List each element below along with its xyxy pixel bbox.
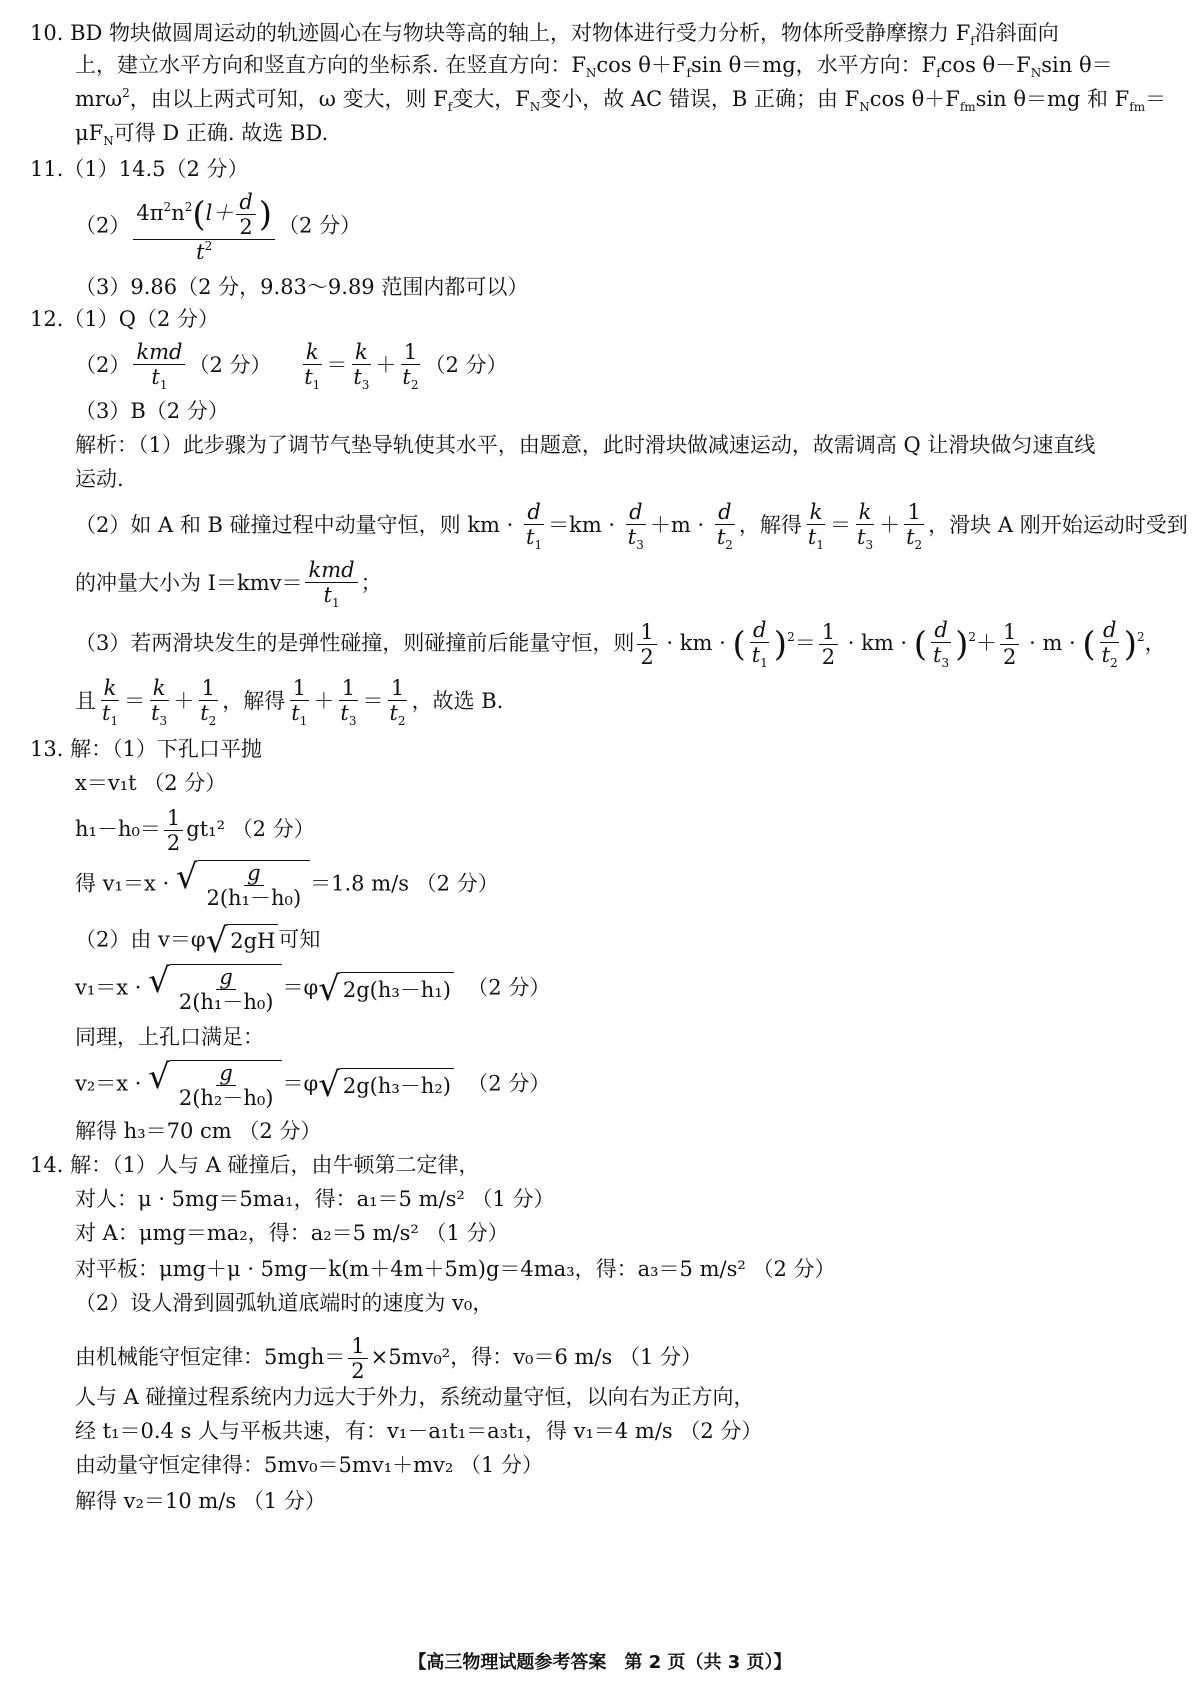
q13-eq-3: 得 v₁＝x · √ $\frac{g}{\text{2(h₁－h₀)}}$ ＝1.8 m/s （2 分） <box>75 857 499 911</box>
q12-analysis-5: （3）若两滑块发生的是弹性碰撞，则碰撞前后能量守恒，则 $\frac{1}{2}$ · km · ( $\frac{d}{t_1}$ )$^2$＝ $\frac{1}{2}$ · km · ( $\frac{d}{t_3}$ )$^2$＋ $\frac{1}{2}$ · m · ( $\frac{d}{t_2}$ )$^2$， <box>75 618 1166 671</box>
q10-line-1: 10. BD 物块做圆周运动的轨迹圆心在与物块等高的轴上，对物体进行受力分析，物体所受静摩擦力 $F_f$沿斜面向 <box>30 21 1059 48</box>
q11-part-2: （2） $4\pi^2n^2(l+$ $\frac{d}{2}$ ) $t^2$ （2 分） <box>75 190 362 265</box>
q13-eq-7: v₂＝x · √ $\frac{g}{\text{2(h₂－h₀)}}$ ＝φ √ 2g(h₃－h₂) （2 分） <box>75 1057 551 1111</box>
q14-eq-3: 对平板：μmg＋μ · 5mg－k(m＋4m＋5m)g＝4ma₃，得：a₃＝5 m/s² （2 分） <box>75 1257 836 1281</box>
q14-eq-1: 对人：μ · 5mg＝5ma₁，得：a₁＝5 m/s² （1 分） <box>75 1187 555 1211</box>
q14-eq-4: （2）设人滑到圆弧轨道底端时的速度为 v₀， <box>75 1291 494 1315</box>
q12-analysis-2: 运动. <box>75 467 124 491</box>
q13-eq-1: x＝v₁t （2 分） <box>75 771 227 795</box>
q13-eq-4: （2）由 v＝φ √ 2gH 可知 <box>75 921 321 961</box>
q12-analysis-6: 且 $\frac{k}{t_1}$ ＝ $\frac{k}{t_3}$ ＋ $\frac{1}{t_2}$ ，解得 $\frac{1}{t_1}$ ＋ $\frac{1}{t_3}$ ＝ $\frac{1}{t_2}$ ，故选 B. <box>75 676 504 729</box>
q10-line-2: 上，建立水平方向和竖直方向的坐标系. 在竖直方向：$F_N\cos$ $\theta+F_f\sin$ θ＝mg，水平方向：$F_f\cos$ $\theta-F_N\sin$ θ＝ <box>75 53 1113 80</box>
q10-line-3: mrω$^2$，由以上两式可知，ω 变大，则 $F_f$变大，$F_N$变小，故 AC 错误，B 正确；由 $F_N\cos$ $\theta+F_{fm}\sin$ θ＝mg 和 $F_{fm}=$ <box>75 86 1167 114</box>
q14-eq-2: 对 A：μmg＝ma₂，得：a₂＝5 m/s² （1 分） <box>75 1221 509 1245</box>
q12-analysis-4: 的冲量大小为 I＝kmv＝ $\frac{\text{kmd}}{t_1}$ ； <box>75 558 382 611</box>
q14-eq-9: 解得 v₂＝10 m/s （1 分） <box>75 1489 326 1513</box>
q14-heading: 14. 解：（1）人与 A 碰撞后，由牛顿第二定律， <box>30 1153 480 1177</box>
q12-part-1: 12.（1）Q（2 分） <box>30 307 220 331</box>
q12-analysis-1: 解析：（1）此步骤为了调节气垫导轨使其水平，由题意，此时滑块做减速运动，故需调高 Q 让滑块做匀速直线 <box>75 433 1096 457</box>
q13-eq-8: 解得 h₃＝70 cm （2 分） <box>75 1119 322 1143</box>
q13-heading: 13. 解：（1）下孔口平抛 <box>30 737 262 761</box>
q12-part-3: （3）B（2 分） <box>75 399 229 423</box>
q13-eq-2: h₁－h₀＝ $\frac{1}{2}$ gt₁² （2 分） <box>75 806 315 856</box>
q10-line-4: $\mu F_N$可得 D 正确. 故选 BD. <box>75 121 329 148</box>
q14-eq-6: 人与 A 碰撞过程系统内力远大于外力，系统动量守恒，以向右为正方向， <box>75 1385 755 1409</box>
q11-part-1: 11.（1）14.5（2 分） <box>30 157 249 181</box>
q14-eq-7: 经 t₁＝0.4 s 人与平板共速，有：v₁－a₁t₁＝a₃t₁，得 v₁＝4 m/s （2 分） <box>75 1419 763 1443</box>
page-footer: 【高三物理试题参考答案 第 2 页（共 3 页）】 <box>408 1652 792 1673</box>
q12-analysis-3: （2）如 A 和 B 碰撞过程中动量守恒，则 km · $\frac{d}{t_1}$ ＝km · $\frac{d}{t_3}$ ＋m · $\frac{d}{t_2}$ ，解得 $\frac{k}{t_1}$ ＝ $\frac{k}{t_3}$ ＋ $\frac{1}{t_2}$ ，滑块 A 刚开始运动时受到 <box>75 500 1188 553</box>
q12-part-2: （2） $\frac{\text{kmd}}{t_1}$ （2 分） $\frac{k}{t_1}$ ＝ $\frac{k}{t_3}$ ＋ $\frac{1}{t_2}$ （2 分） <box>75 340 508 393</box>
q11-part-3: （3）9.86（2 分，9.83～9.89 范围内都可以） <box>75 275 529 299</box>
q14-eq-8: 由动量守恒定律得：5mv₀＝5mv₁＋mv₂ （1 分） <box>75 1453 544 1477</box>
q14-eq-5: 由机械能守恒定律：5mgh＝ $\frac{1}{2}$ ×5mv₀²，得：v₀＝6 m/s （1 分） <box>75 1334 702 1384</box>
q13-eq-5: v₁＝x · √ $\frac{g}{\text{2(h₁－h₀)}}$ ＝φ √ 2g(h₃－h₁) （2 分） <box>75 961 551 1015</box>
q13-eq-6: 同理，上孔口满足： <box>75 1025 264 1049</box>
q11-fraction: $4\pi^2n^2(l+$ $\frac{d}{2}$ ) $t^2$ <box>133 190 275 264</box>
